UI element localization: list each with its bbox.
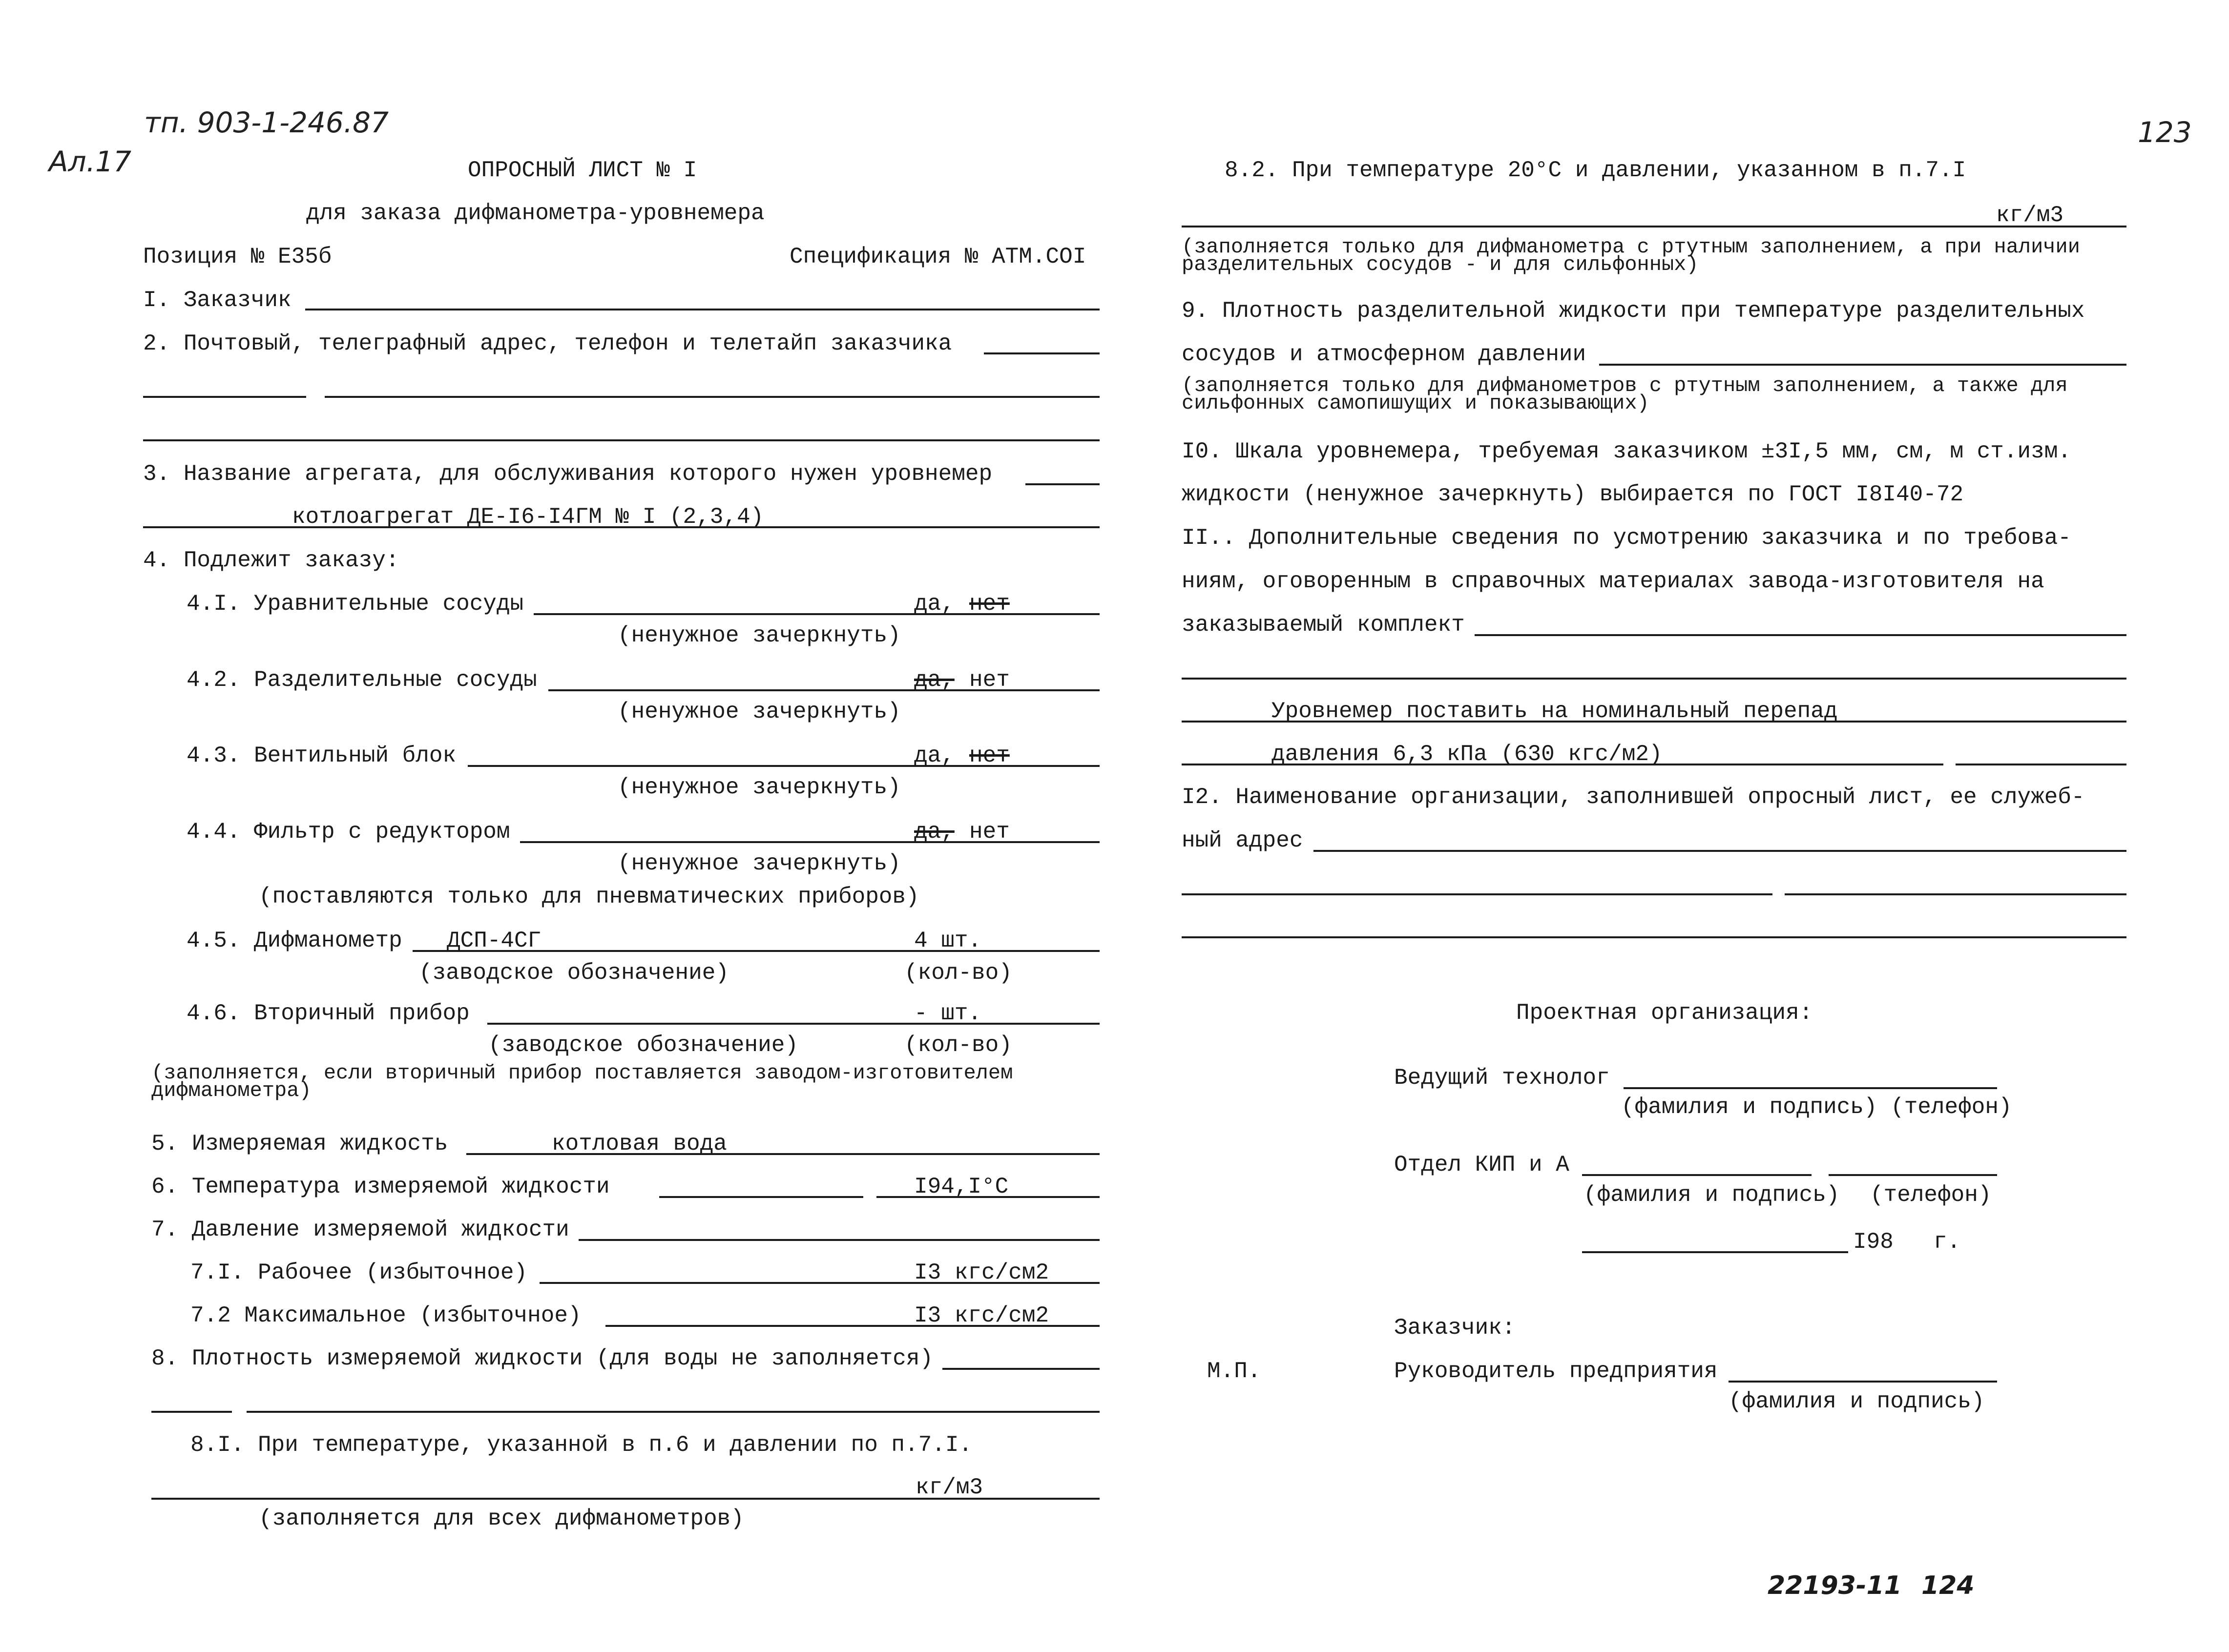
item-8-1-density-at-temp: 8.I. При температуре, указанной в п.6 и давлении по п.7.I. [190,1432,973,1458]
position-label: Позиция № Е35б [143,244,332,269]
lead-technologist-caption: (фамилия и подпись) (телефон) [1621,1094,2012,1120]
address-field-3[interactable] [143,439,1100,441]
date-field[interactable] [1582,1251,1848,1253]
organization-field-2b[interactable] [1785,893,2126,895]
kip-department-label: Отдел КИП и А [1394,1152,1569,1177]
year-suffix: г. [1934,1229,1961,1255]
item-9-continuation: сосудов и атмосферном давлении [1182,342,1586,367]
pneumatic-only-note: (поставляются только для пневматических приборов) [259,884,919,909]
additional-info-value-1: Уровнемер поставить на номинальный перепад [1271,699,1838,724]
kip-phone-caption: (телефон) [1870,1182,1992,1208]
item-1-customer: I. Заказчик [143,288,292,313]
footer-page-number: 124 [1921,1571,1975,1600]
valve-block-no[interactable]: нет [969,743,1010,768]
density-field-8-2[interactable] [1182,226,2126,227]
item-8-2-density-at-20c: 8.2. При температуре 20°С и давлении, указанном в п.7.I [1225,158,1966,183]
design-organization-heading: Проектная организация: [1516,1000,1813,1026]
secondary-device-note: (заполняется, если вторичный прибор поставляется заводом-изготовителем дифманометра) [151,1061,1013,1103]
unneeded-strike-note-4: (ненужное зачеркнуть) [618,851,901,876]
stamp-place-label: М.П. [1207,1359,1261,1384]
density-8-1-note: (заполняется для всех дифманометров) [259,1506,744,1531]
differential-manometer-qty: 4 шт. [914,928,982,953]
liquid-density-field-2a[interactable] [151,1411,232,1413]
director-label: Руководитель предприятия [1394,1359,1718,1384]
address-field-2b[interactable] [325,396,1100,398]
liquid-density-field-1[interactable] [942,1368,1100,1370]
liquid-temperature-value: I94,I°С [914,1174,1009,1199]
address-field-2a[interactable] [143,396,306,398]
equalizing-vessels-no[interactable]: нет [969,591,1010,617]
item-7-liquid-pressure: 7. Давление измеряемой жидкости [151,1217,569,1242]
organization-field-3[interactable] [1182,936,2126,938]
additional-info-field-2[interactable] [1182,678,2126,680]
specification-label: Спецификация № АТМ.СОI [790,244,1086,269]
address-field-1[interactable] [984,352,1100,354]
organization-field-1[interactable] [1313,850,2126,852]
item-11-additional-info: II.. Дополнительные сведения по усмотрению заказчика и по требова- [1182,525,2071,551]
page-number: 123 [2138,116,2192,149]
kip-name-sign-caption: (фамилия и подпись) [1583,1182,1840,1208]
additional-info-field-4b[interactable] [1956,764,2126,765]
liquid-density-field-2b[interactable] [247,1411,1100,1413]
factory-designation-caption-1: (заводское обозначение) [419,960,729,986]
kip-department-phone-field[interactable] [1829,1174,1997,1176]
item-10-level-scale: I0. Шкала уровнемера, требуемая заказчиком ±3I,5 мм, см, м ст.изм. [1182,439,2071,464]
unneeded-strike-note-3: (ненужное зачеркнуть) [618,775,901,800]
unneeded-strike-note-1: (ненужное зачеркнуть) [618,623,901,648]
liquid-pressure-field[interactable] [579,1239,1100,1241]
customer-heading: Заказчик: [1394,1315,1516,1341]
separating-liquid-density-field[interactable] [1599,364,2126,366]
item-4-1-equalizing-vessels: 4.I. Уравнительные сосуды [187,591,524,617]
liquid-temperature-field-1[interactable] [659,1196,863,1198]
item-2-address: 2. Почтовый, телеграфный адрес, телефон и телетайп заказчика [143,331,952,356]
item-4-3-valve-block: 4.3. Вентильный блок [187,743,457,768]
item-11-continuation-2: заказываемый комплект [1182,612,1465,638]
additional-info-field-1[interactable] [1475,634,2126,636]
item-12-continuation: ный адрес [1182,828,1303,853]
form-subtitle: для заказа дифманометра-уровнемера [306,201,765,226]
filter-reducer-yes[interactable]: да, [914,819,955,845]
max-pressure-value: I3 кгс/см2 [914,1303,1049,1328]
unit-name-value: котлоагрегат ДЕ-I6-I4ГМ № I (2,3,4) [292,504,764,530]
quantity-caption-1: (кол-во) [904,960,1012,986]
density-unit-1: кг/м3 [916,1475,983,1500]
unneeded-strike-note-2: (ненужное зачеркнуть) [618,699,901,724]
valve-block-yes[interactable]: да, [914,743,955,768]
item-4-6-secondary-device: 4.6. Вторичный прибор [187,1001,470,1026]
differential-manometer-value: ДСП-4СГ [447,928,542,953]
additional-info-field-3[interactable] [1182,721,2126,723]
project-code: тп. 903-1-246.87 [144,106,389,139]
density-unit-2: кг/м3 [1996,203,2064,228]
customer-field[interactable] [305,309,1100,310]
organization-field-2a[interactable] [1182,893,1772,895]
separating-vessels-yes[interactable]: да, [914,667,955,693]
separating-liquid-density-note: (заполняется только для дифманометров с ртутным заполнением, а также для сильфонных самопишущих и показывающих) [1182,374,2068,415]
density-8-2-note: (заполняется только для дифманометра с ртутным заполнением, а при наличии разделительных сосудов - и для сильфонных) [1182,235,2080,277]
year-label: I98 [1853,1229,1894,1255]
item-4-5-differential-manometer: 4.5. Дифманометр [187,928,402,953]
director-signature-field[interactable] [1729,1381,1997,1383]
density-field-8-1[interactable] [151,1498,1100,1500]
unit-name-field-1[interactable] [1025,483,1100,485]
lead-technologist-field[interactable] [1624,1087,1997,1089]
separating-vessels-no[interactable]: нет [969,667,1010,693]
form-title: ОПРОСНЫЙ ЛИСТ № I [468,158,697,183]
quantity-caption-2: (кол-во) [904,1032,1012,1058]
filter-reducer-field[interactable] [520,841,1100,843]
item-9-separating-liquid-density: 9. Плотность разделительной жидкости при температуре разделительных [1182,298,2085,324]
additional-info-field-4a[interactable] [1182,764,1943,765]
equalizing-vessels-yes[interactable]: да, [914,591,955,617]
unit-name-field-2[interactable] [143,526,1100,528]
item-5-measured-liquid: 5. Измеряемая жидкость [151,1131,448,1156]
sheet-label: Ал.17 [49,145,131,178]
item-3-unit-name: 3. Название агрегата, для обслуживания которого нужен уровнемер [143,461,993,487]
item-4-to-order: 4. Подлежит заказу: [143,548,399,573]
item-6-liquid-temperature: 6. Температура измеряемой жидкости [151,1174,610,1199]
factory-designation-caption-2: (заводское обозначение) [488,1032,798,1058]
additional-info-value-2: давления 6,3 кПа (630 кгс/м2) [1271,742,1663,767]
lead-technologist-label: Ведущий технолог [1394,1065,1610,1091]
working-pressure-value: I3 кгс/см2 [914,1260,1049,1285]
director-signature-caption: (фамилия и подпись) [1729,1389,1985,1414]
secondary-device-qty: - шт. [914,1001,982,1026]
item-4-2-separating-vessels: 4.2. Разделительные сосуды [187,667,537,693]
item-7-1-working-pressure: 7.I. Рабочее (избыточное) [190,1260,528,1285]
item-7-2-max-pressure: 7.2 Максимальное (избыточное) [190,1303,582,1328]
item-4-4-filter-reducer: 4.4. Фильтр с редуктором [187,819,510,845]
measured-liquid-value: котловая вода [552,1131,727,1156]
item-12-organization: I2. Наименование организации, заполнившей опросный лист, ее служеб- [1182,785,2085,810]
item-10-continuation: жидкости (ненужное зачеркнуть) выбирается по ГОСТ I8I40-72 [1182,482,1964,507]
separating-vessels-field[interactable] [548,689,1100,691]
filter-reducer-no[interactable]: нет [969,819,1010,845]
item-8-liquid-density: 8. Плотность измеряемой жидкости (для воды не заполняется) [151,1346,934,1371]
item-11-continuation-1: ниям, оговоренным в справочных материалах завода-изготовителя на [1182,569,2044,594]
equalizing-vessels-field[interactable] [534,613,1100,615]
kip-department-name-field[interactable] [1582,1174,1812,1176]
secondary-device-field[interactable] [487,1023,1100,1025]
document-number: 22193-11 [1768,1571,1902,1600]
